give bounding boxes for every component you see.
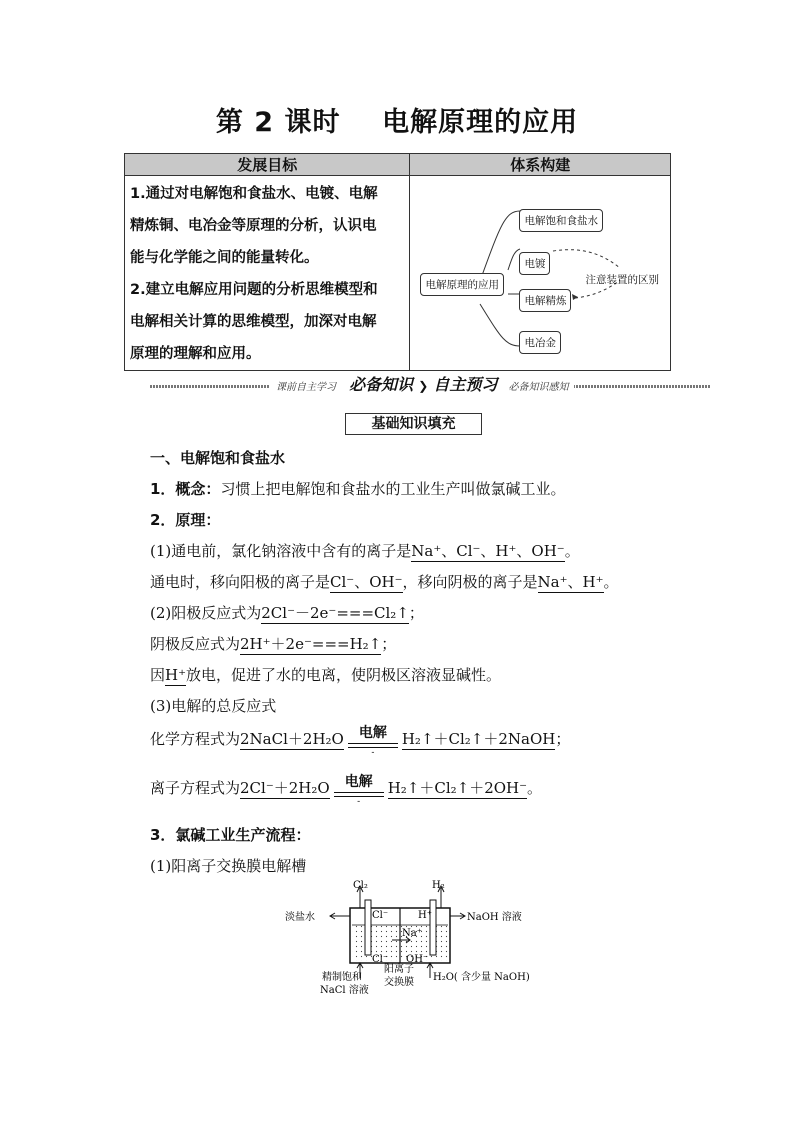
text: 。 <box>527 779 543 797</box>
text: 离子方程式为 <box>150 779 241 797</box>
heading-1: 一、电解饱和食盐水 <box>150 449 286 467</box>
answer-blank: H₂↑＋Cl₂↑＋2NaOH <box>401 730 556 748</box>
label-cl2: Cl₂ <box>353 880 368 891</box>
map-branch-metallurgy: 电冶金 <box>519 331 561 354</box>
para-ions-moving <box>150 571 619 592</box>
para-cell: (1)阳离子交换膜电解槽 <box>150 857 307 875</box>
answer-blank: H⁺ <box>165 666 187 684</box>
label-oh-bottom: OH⁻ <box>406 954 429 965</box>
map-note: 注意装置的区别 <box>585 274 659 286</box>
label-brine-in-1: 精制饱和 <box>322 972 362 983</box>
para-concept-label: 1．概念： <box>150 480 221 498</box>
page-title: 第 2 课时 电解原理的应用 <box>215 107 579 138</box>
map-branch-refining: 电解精炼 <box>519 289 571 312</box>
condition-electrolysis <box>348 722 398 758</box>
anode-electrode <box>365 900 371 955</box>
para-concept-text: 习惯上把电解饱和食盐水的工业生产叫做氯碱工业。 <box>220 480 566 498</box>
condition-text: 电解 <box>358 725 387 741</box>
divider-right-text: 必备知识感知 <box>508 382 569 393</box>
label-na: Na⁺ <box>402 928 422 939</box>
text: 。 <box>603 573 619 591</box>
para-total: (3)电解的总反应式 <box>150 697 277 715</box>
label-brine-in-2: NaCl 溶液 <box>320 985 369 996</box>
text: ； <box>408 604 424 622</box>
section-divider <box>150 372 710 398</box>
answer-blank: 2Cl⁻＋2H₂O <box>240 779 330 797</box>
goal-line: 电解相关计算的思维模型，加深对电解 <box>130 314 377 330</box>
divider-label <box>270 372 574 395</box>
para-ions-before <box>150 540 580 561</box>
label-naoh-solution: NaOH 溶液 <box>467 912 522 923</box>
label-h-top: H⁺ <box>418 910 432 921</box>
goals-text <box>125 176 409 370</box>
goal-line: 精炼铜、电冶金等原理的分析，认识电 <box>130 218 377 234</box>
para-ion-equation <box>150 771 542 807</box>
answer-blank: 2Cl⁻－2e⁻===Cl₂↑ <box>261 604 409 622</box>
condition-mark: - <box>357 797 361 807</box>
map-branch-brine: 电解饱和食盐水 <box>519 209 603 232</box>
table-header-goals: 发展目标 <box>125 154 410 176</box>
text: 因 <box>150 666 166 684</box>
answer-blank: H₂↑＋Cl₂↑＋2OH⁻ <box>387 779 528 797</box>
goal-line: 原理的理解和应用。 <box>130 346 261 362</box>
goal-line: 1.通过对电解饱和食盐水、电镀、电解 <box>130 186 378 202</box>
map-branch-plating: 电镀 <box>519 252 550 275</box>
divider-left-text: 课前自主学习 <box>276 382 336 393</box>
para-concept <box>150 478 565 499</box>
goals-table <box>124 153 671 371</box>
label-dilute-brine: 淡盐水 <box>285 912 315 923</box>
section-box: 基础知识填充 <box>345 413 482 435</box>
label-cl-top: Cl⁻ <box>372 910 389 921</box>
divider-center-b: 自主预习 <box>433 375 498 394</box>
text: (2)阳极反应式为 <box>150 604 262 622</box>
electrolysis-cell-figure <box>280 880 540 1000</box>
text: 阴极反应式为 <box>150 635 241 653</box>
divider-center-a: 必备知识 <box>349 375 414 394</box>
text: 。 <box>564 542 580 560</box>
goal-line: 能与化学能之间的能量转化。 <box>130 250 319 266</box>
text: (1)通电前，氯化钠溶液中含有的离子是 <box>150 542 412 560</box>
condition-electrolysis <box>334 771 384 807</box>
label-h2: H₂ <box>432 880 445 891</box>
para-principle: 2．原理： <box>150 511 221 529</box>
text: ； <box>381 635 397 653</box>
para-anode <box>150 602 424 623</box>
table-header-system: 体系构建 <box>410 154 671 176</box>
label-membrane-1: 阳离子 <box>384 964 414 975</box>
text: 化学方程式为 <box>150 730 241 748</box>
map-center: 电解原理的应用 <box>420 273 504 296</box>
condition-mark: - <box>371 748 375 758</box>
label-cl-bottom: Cl⁻ <box>372 954 389 965</box>
condition-text: 电解 <box>344 774 373 790</box>
answer-blank: 2NaCl＋2H₂O <box>240 730 344 748</box>
concept-map <box>410 176 671 371</box>
para-discharge <box>150 664 501 685</box>
para-cathode <box>150 633 396 654</box>
cathode-electrode <box>430 900 436 955</box>
answer-blank: Na⁺、Cl⁻、H⁺、OH⁻ <box>411 542 565 560</box>
goal-line: 2.建立电解应用问题的分析思维模型和 <box>130 282 378 298</box>
divider-arrow-icon: ❯ <box>418 379 429 393</box>
text: 放电，促进了水的电离，使阴极区溶液显碱性。 <box>186 666 502 684</box>
para-flow: 3．氯碱工业生产流程： <box>150 826 311 844</box>
answer-blank: Na⁺、H⁺ <box>537 573 604 591</box>
label-membrane-2: 交换膜 <box>384 977 414 988</box>
text: ； <box>555 730 571 748</box>
text: 通电时，移向阳极的离子是 <box>150 573 331 591</box>
answer-blank: Cl⁻、OH⁻ <box>330 573 403 591</box>
para-chem-equation <box>150 722 570 758</box>
text: ，移向阴极的离子是 <box>402 573 538 591</box>
answer-blank: 2H⁺＋2e⁻===H₂↑ <box>240 635 382 653</box>
label-water-in: H₂O( 含少量 NaOH) <box>433 972 530 983</box>
